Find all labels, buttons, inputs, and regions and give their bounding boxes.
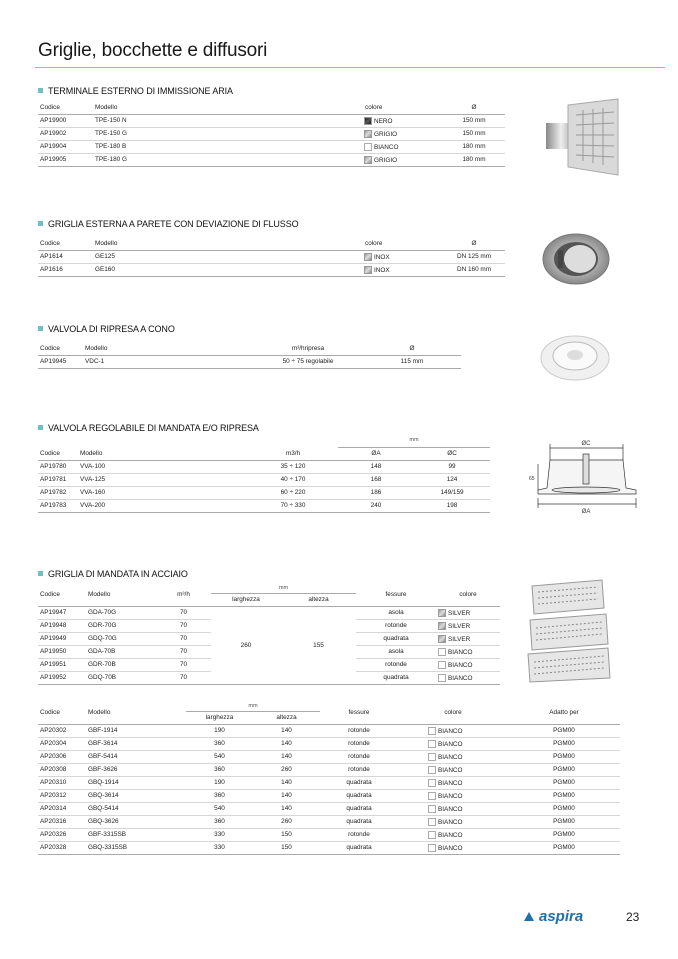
table-cell: 40 ÷ 170: [248, 473, 338, 486]
color-swatch-icon: [438, 622, 446, 630]
table-cell: 60 ÷ 220: [248, 486, 338, 499]
table-cell: AP20310: [38, 776, 86, 789]
table-cell: GBF-5414: [86, 750, 186, 763]
color-label: BIANCO: [438, 766, 463, 774]
color-label: BIANCO: [438, 844, 463, 852]
table-cell: [436, 606, 500, 619]
color-label: BIANCO: [438, 805, 463, 813]
group-header-mm: mm: [211, 583, 356, 593]
color-swatch-icon: [428, 766, 436, 774]
table-cell: GBF-1914: [86, 724, 186, 737]
column-header: m³/hripresa: [253, 342, 363, 355]
table-cell: AP19950: [38, 645, 86, 658]
color-swatch-icon: [364, 143, 372, 151]
table-cell: VVA-160: [78, 486, 248, 499]
table-cell: asola: [356, 606, 436, 619]
table-cell: asola: [356, 645, 436, 658]
table-cell: PGM00: [508, 724, 620, 737]
table-cell: AP19947: [38, 606, 86, 619]
color-label: BIANCO: [438, 753, 463, 761]
table-cell: [363, 250, 443, 263]
table-cell: GBQ-5414: [86, 802, 186, 815]
table-cell: VVA-100: [78, 460, 248, 473]
column-header: larghezza: [211, 593, 281, 606]
heading-text: GRIGLIA ESTERNA A PARETE CON DEVIAZIONE DI FLUSSO: [48, 219, 299, 229]
table-row: [38, 815, 620, 828]
table-cell: [363, 263, 443, 276]
column-header: ØC: [414, 447, 490, 460]
table-cell: AP20316: [38, 815, 86, 828]
table-cell: 140: [253, 789, 320, 802]
table-cell: 115 mm: [363, 355, 461, 368]
table-cell: 70: [156, 632, 211, 645]
table-cell: AP20326: [38, 828, 86, 841]
table-cell: rotonde: [320, 828, 398, 841]
table-cell: 150: [253, 828, 320, 841]
table-cell: [398, 815, 508, 828]
table-cell: [363, 127, 443, 140]
table-cell: 140: [253, 737, 320, 750]
table-cell: quadrata: [320, 815, 398, 828]
table-row: [38, 250, 505, 263]
column-header: Codice: [38, 237, 93, 250]
table-cell: 70: [156, 658, 211, 671]
table-cell: 70: [156, 606, 211, 619]
table-cell: [398, 802, 508, 815]
table-row: [38, 802, 620, 815]
table-row: [38, 153, 505, 166]
table-row: [38, 486, 490, 499]
table-cell: [436, 658, 500, 671]
color-label: BIANCO: [438, 831, 463, 839]
table-cell: TPE-180 G: [93, 153, 363, 166]
column-header: Codice: [38, 583, 86, 606]
table-cell: 35 ÷ 120: [248, 460, 338, 473]
column-header: Modello: [78, 447, 248, 460]
column-header: colore: [363, 101, 443, 114]
color-label: SILVER: [448, 635, 471, 643]
heading-text: VALVOLA DI RIPRESA A CONO: [48, 324, 175, 334]
bullet-square-icon: [38, 571, 43, 576]
table-cell: 330: [186, 841, 253, 854]
column-header: colore: [398, 701, 508, 724]
table-cell: GE125: [93, 250, 363, 263]
table-cell: 140: [253, 802, 320, 815]
bullet-square-icon: [38, 221, 43, 226]
product-table-griglia-esterna: [38, 237, 505, 277]
table-cell: 149/159: [414, 486, 490, 499]
table-cell: AP20328: [38, 841, 86, 854]
table-cell: 50 ÷ 75 regolabile: [253, 355, 363, 368]
table-cell: AP19952: [38, 671, 86, 684]
table-cell: 540: [186, 802, 253, 815]
table-cell: [363, 114, 443, 127]
column-header: altezza: [281, 593, 356, 606]
table-cell: 70: [156, 645, 211, 658]
table-row: [38, 127, 505, 140]
page-title: Griglie, bocchette e diffusori: [38, 40, 268, 61]
table-cell: [436, 632, 500, 645]
merged-dimension-cell: 155: [281, 606, 356, 684]
table-cell: AP19780: [38, 460, 78, 473]
column-header: Codice: [38, 447, 78, 460]
product-table-valvola-regolabile: [38, 434, 490, 513]
column-header: Codice: [38, 701, 86, 724]
color-label: INOX: [374, 253, 390, 261]
color-label: BIANCO: [438, 740, 463, 748]
color-swatch-icon: [428, 779, 436, 787]
table-cell: AP19951: [38, 658, 86, 671]
table-row: [38, 460, 490, 473]
table-cell: 180 mm: [443, 140, 505, 153]
color-swatch-icon: [364, 117, 372, 125]
table-cell: GBQ-3626: [86, 815, 186, 828]
table-cell: 168: [338, 473, 414, 486]
table-row: [38, 828, 620, 841]
table-cell: 190: [186, 724, 253, 737]
color-label: NERO: [374, 117, 393, 125]
table-cell: [398, 776, 508, 789]
table-cell: AP20314: [38, 802, 86, 815]
group-header-mm: mm: [186, 701, 320, 711]
product-table-griglia-bianca: [38, 701, 620, 855]
table-cell: 360: [186, 737, 253, 750]
valvola-dimension-diagram: [528, 438, 646, 514]
column-header: Ø: [443, 101, 505, 114]
color-swatch-icon: [364, 156, 372, 164]
table-cell: [436, 619, 500, 632]
color-label: BIANCO: [438, 727, 463, 735]
table-cell: AP19900: [38, 114, 93, 127]
table-row: [38, 763, 620, 776]
table-cell: AP19949: [38, 632, 86, 645]
color-swatch-icon: [428, 740, 436, 748]
table-cell: quadrata: [356, 671, 436, 684]
table-cell: rotonde: [320, 724, 398, 737]
color-label: BIANCO: [438, 818, 463, 826]
table-cell: quadrata: [320, 841, 398, 854]
table-cell: 260: [253, 763, 320, 776]
column-header: fessure: [356, 583, 436, 606]
color-label: SILVER: [448, 609, 471, 617]
table-cell: GBF-3614: [86, 737, 186, 750]
table-cell: AP19948: [38, 619, 86, 632]
diagram-label-oa: ØA: [581, 509, 591, 514]
column-header: altezza: [253, 711, 320, 724]
column-header: Ø: [363, 342, 461, 355]
table-cell: PGM00: [508, 802, 620, 815]
column-header: m³/h: [156, 583, 211, 606]
table-row: [38, 263, 505, 276]
table-row: [38, 355, 461, 368]
table-cell: 70 ÷ 330: [248, 499, 338, 512]
column-header: Codice: [38, 342, 83, 355]
column-header: fessure: [320, 701, 398, 724]
color-label: GRIGIO: [374, 156, 398, 164]
color-label: INOX: [374, 266, 390, 274]
table-cell: GBF-3626: [86, 763, 186, 776]
table-row: [38, 724, 620, 737]
color-label: BIANCO: [448, 661, 473, 669]
table-cell: rotonde: [320, 763, 398, 776]
table-row: [38, 606, 500, 619]
table-cell: PGM00: [508, 750, 620, 763]
table-cell: AP19902: [38, 127, 93, 140]
color-label: BIANCO: [448, 648, 473, 656]
color-swatch-icon: [428, 753, 436, 761]
table-cell: PGM00: [508, 737, 620, 750]
table-cell: 148: [338, 460, 414, 473]
section-heading: [38, 569, 188, 579]
bullet-square-icon: [38, 326, 43, 331]
table-cell: 360: [186, 789, 253, 802]
color-swatch-icon: [428, 727, 436, 735]
table-cell: AP19782: [38, 486, 78, 499]
section-heading: [38, 423, 259, 433]
table-cell: 140: [253, 724, 320, 737]
table-cell: GDA-70B: [86, 645, 156, 658]
color-swatch-icon: [428, 831, 436, 839]
color-label: GRIGIO: [374, 130, 398, 138]
section-heading: [38, 219, 299, 229]
table-cell: rotonde: [320, 737, 398, 750]
table-cell: GDR-70G: [86, 619, 156, 632]
diagram-label-height: 65: [529, 476, 535, 482]
column-header: ØA: [338, 447, 414, 460]
table-row: [38, 776, 620, 789]
table-cell: AP19781: [38, 473, 78, 486]
table-cell: AP19783: [38, 499, 78, 512]
table-cell: VVA-125: [78, 473, 248, 486]
table-cell: 140: [253, 776, 320, 789]
table-cell: 360: [186, 815, 253, 828]
table-cell: PGM00: [508, 789, 620, 802]
table-cell: 70: [156, 671, 211, 684]
diagram-label-oc: ØC: [581, 441, 591, 447]
table-cell: AP20304: [38, 737, 86, 750]
color-swatch-icon: [428, 818, 436, 826]
table-cell: [398, 828, 508, 841]
table-cell: quadrata: [320, 776, 398, 789]
table-cell: DN 160 mm: [443, 263, 505, 276]
column-header: colore: [363, 237, 443, 250]
column-header: Modello: [86, 583, 156, 606]
color-swatch-icon: [438, 674, 446, 682]
table-cell: AP20306: [38, 750, 86, 763]
griglia-esterna-product-image: [540, 232, 612, 287]
table-cell: GBQ-3315SB: [86, 841, 186, 854]
table-cell: TPE-150 N: [93, 114, 363, 127]
table-cell: 99: [414, 460, 490, 473]
page-number: 23: [626, 910, 640, 924]
table-cell: 260: [253, 815, 320, 828]
column-header: Modello: [86, 701, 186, 724]
column-header: colore: [436, 583, 500, 606]
section-heading: [38, 324, 175, 334]
title-divider: [35, 67, 665, 68]
table-cell: 124: [414, 473, 490, 486]
table-cell: PGM00: [508, 763, 620, 776]
table-cell: [436, 645, 500, 658]
table-cell: GBQ-3614: [86, 789, 186, 802]
color-swatch-icon: [428, 844, 436, 852]
column-header: Codice: [38, 101, 93, 114]
color-swatch-icon: [438, 609, 446, 617]
brand-name: aspira: [539, 908, 584, 925]
product-table-valvola-cono: [38, 342, 461, 369]
table-cell: AP19945: [38, 355, 83, 368]
color-swatch-icon: [364, 130, 372, 138]
table-cell: PGM00: [508, 776, 620, 789]
table-cell: PGM00: [508, 841, 620, 854]
table-cell: 70: [156, 619, 211, 632]
column-header: Modello: [93, 101, 363, 114]
color-swatch-icon: [364, 266, 372, 274]
color-swatch-icon: [428, 805, 436, 813]
product-table-terminale: [38, 101, 505, 167]
valvola-cono-product-image: [538, 326, 613, 386]
table-cell: PGM00: [508, 828, 620, 841]
table-cell: AP20312: [38, 789, 86, 802]
color-label: BIANCO: [374, 143, 399, 151]
brand-logo: [522, 908, 583, 925]
table-cell: 180 mm: [443, 153, 505, 166]
column-header: larghezza: [186, 711, 253, 724]
table-row: [38, 737, 620, 750]
table-row: [38, 841, 620, 854]
column-header: Adatto per: [508, 701, 620, 724]
heading-text: GRIGLIA DI MANDATA IN ACCIAIO: [48, 569, 188, 579]
table-cell: GBF-3315SB: [86, 828, 186, 841]
color-label: BIANCO: [438, 779, 463, 787]
heading-text: VALVOLA REGOLABILE DI MANDATA E/O RIPRESA: [48, 423, 259, 433]
color-swatch-icon: [364, 253, 372, 261]
table-cell: DN 125 mm: [443, 250, 505, 263]
table-cell: 150 mm: [443, 114, 505, 127]
table-cell: VDC-1: [83, 355, 253, 368]
table-cell: 360: [186, 763, 253, 776]
table-cell: [398, 841, 508, 854]
table-cell: TPE-180 B: [93, 140, 363, 153]
table-cell: quadrata: [320, 789, 398, 802]
table-cell: 186: [338, 486, 414, 499]
table-cell: GDR-70B: [86, 658, 156, 671]
section-heading: [38, 86, 233, 96]
table-cell: 190: [186, 776, 253, 789]
column-header: Modello: [93, 237, 363, 250]
table-cell: GBQ-1914: [86, 776, 186, 789]
color-swatch-icon: [438, 648, 446, 656]
table-cell: [398, 763, 508, 776]
table-cell: PGM00: [508, 815, 620, 828]
table-cell: [363, 153, 443, 166]
griglia-acciaio-product-image: [524, 578, 614, 683]
aspira-logo-icon: [522, 910, 536, 924]
table-cell: rotonde: [356, 658, 436, 671]
table-cell: quadrata: [320, 802, 398, 815]
color-swatch-icon: [438, 661, 446, 669]
terminale-product-image: [538, 95, 623, 177]
table-cell: [436, 671, 500, 684]
table-cell: 330: [186, 828, 253, 841]
heading-text: TERMINALE ESTERNO DI IMMISSIONE ARIA: [48, 86, 233, 96]
bullet-square-icon: [38, 88, 43, 93]
table-cell: quadrata: [356, 632, 436, 645]
column-header: Ø: [443, 237, 505, 250]
merged-dimension-cell: 260: [211, 606, 281, 684]
table-cell: [398, 750, 508, 763]
table-cell: GDQ-70G: [86, 632, 156, 645]
table-cell: AP19904: [38, 140, 93, 153]
table-cell: 150: [253, 841, 320, 854]
table-cell: [398, 737, 508, 750]
bullet-square-icon: [38, 425, 43, 430]
table-row: [38, 499, 490, 512]
table-row: [38, 140, 505, 153]
color-label: BIANCO: [438, 792, 463, 800]
table-cell: rotonde: [320, 750, 398, 763]
table-cell: TPE-150 G: [93, 127, 363, 140]
table-row: [38, 789, 620, 802]
table-cell: 198: [414, 499, 490, 512]
table-cell: 240: [338, 499, 414, 512]
color-swatch-icon: [428, 792, 436, 800]
product-table-griglia-acciaio: [38, 583, 500, 685]
table-cell: AP1616: [38, 263, 93, 276]
table-row: [38, 750, 620, 763]
table-cell: 540: [186, 750, 253, 763]
table-cell: 150 mm: [443, 127, 505, 140]
table-cell: AP20308: [38, 763, 86, 776]
table-cell: [398, 789, 508, 802]
color-label: SILVER: [448, 622, 471, 630]
table-cell: GE160: [93, 263, 363, 276]
column-header: Modello: [83, 342, 253, 355]
table-cell: rotonde: [356, 619, 436, 632]
color-label: BIANCO: [448, 674, 473, 682]
color-swatch-icon: [438, 635, 446, 643]
table-cell: 140: [253, 750, 320, 763]
table-cell: AP20302: [38, 724, 86, 737]
table-cell: AP1614: [38, 250, 93, 263]
table-cell: GDQ-70B: [86, 671, 156, 684]
group-header-mm: mm: [338, 434, 490, 447]
table-cell: VVA-200: [78, 499, 248, 512]
table-row: [38, 473, 490, 486]
table-cell: AP19905: [38, 153, 93, 166]
table-cell: GDA-70G: [86, 606, 156, 619]
table-cell: [363, 140, 443, 153]
table-cell: [398, 724, 508, 737]
table-row: [38, 114, 505, 127]
column-header: m3/h: [248, 447, 338, 460]
